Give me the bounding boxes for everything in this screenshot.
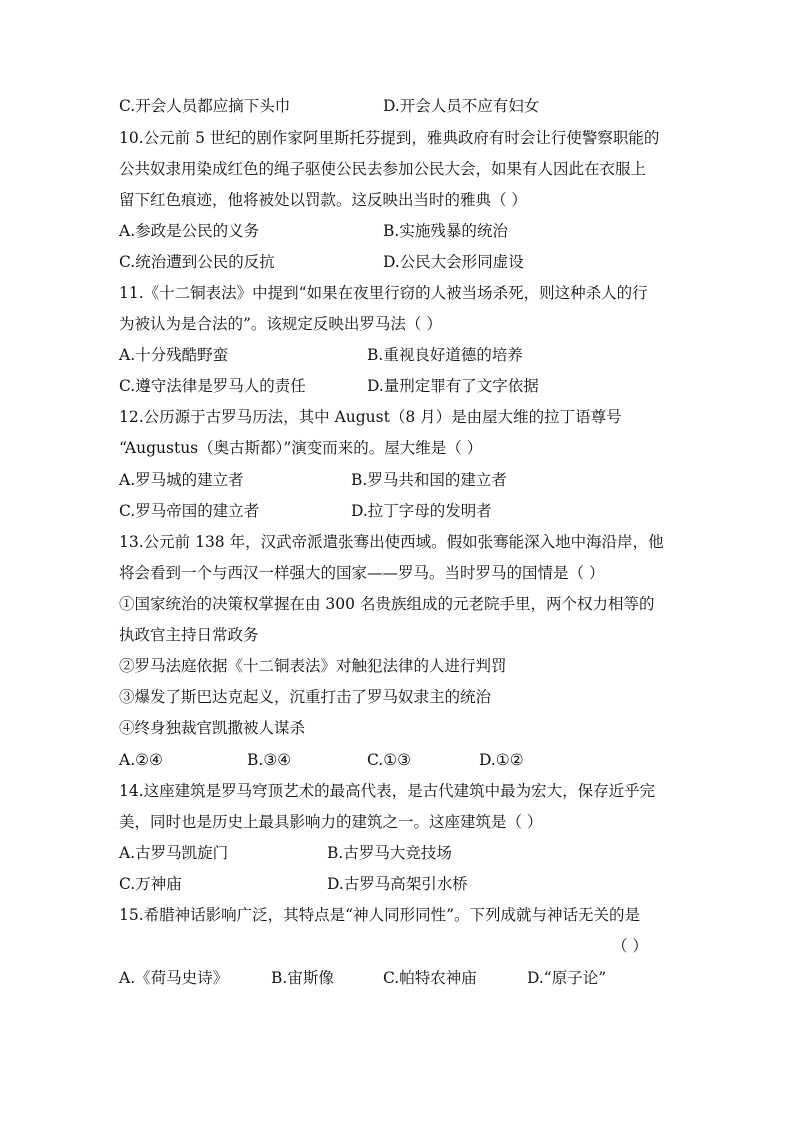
q12-option-a: A.罗马城的建立者 <box>119 471 244 489</box>
q9-option-d: D.开会人员不应有妇女 <box>383 97 540 115</box>
q11-stem-line-1: 11.《十二铜表法》中提到“如果在夜里行窃的人被当场杀死，则这种杀人的行 <box>119 284 648 302</box>
q13-option-a: A.②④ <box>119 751 163 769</box>
q10-option-b: B.实施残暴的统治 <box>383 222 508 240</box>
q10-stem-line-1: 10.公元前 5 世纪的剧作家阿里斯托芬提到，雅典政府有时会让行使警察职能的 <box>119 129 660 147</box>
q12-option-b: B.罗马共和国的建立者 <box>351 471 507 489</box>
q11-option-d: D.量刑定罪有了文字依据 <box>367 377 539 395</box>
q14-option-c: C.万神庙 <box>119 875 182 893</box>
q14-option-a: A.古罗马凯旋门 <box>119 844 229 862</box>
q10-option-c: C.统治遭到公民的反抗 <box>119 253 275 271</box>
q13-statement-2: ②罗马法庭依据《十二铜表法》对触犯法律的人进行判罚 <box>119 657 507 675</box>
q14-option-d: D.古罗马高架引水桥 <box>327 875 468 893</box>
q15-option-a: A.《荷马史诗》 <box>119 969 229 987</box>
q13-statement-1-line-1: ①国家统治的决策权掌握在由 300 名贵族组成的元老院手里，两个权力相等的 <box>119 595 655 613</box>
q13-statement-4: ④终身独裁官凯撒被人谋杀 <box>119 719 306 737</box>
q15-option-b: B.宙斯像 <box>271 969 334 987</box>
q13-option-d: D.①② <box>479 751 524 769</box>
q12-stem-line-2: “Augustus（奥古斯都）”演变而来的。屋大维是（ ） <box>119 439 483 457</box>
q14-stem-line-2: 美，同时也是历史上最具影响力的建筑之一。这座建筑是（ ） <box>119 813 543 831</box>
q11-option-b: B.重视良好道德的培养 <box>367 346 523 364</box>
q15-option-d: D.“原子论” <box>527 969 607 987</box>
q12-option-c: C.罗马帝国的建立者 <box>119 502 260 520</box>
q12-stem-line-1: 12.公历源于古罗马历法，其中 August（8 月）是由屋大维的拉丁语尊号 <box>119 408 622 426</box>
q10-option-d: D.公民大会形同虚设 <box>383 253 524 271</box>
q15-stem-line-1: 15.希腊神话影响广泛，其特点是“神人同形同性”。下列成就与神话无关的是 <box>119 906 641 924</box>
q14-stem-line-1: 14.这座建筑是罗马穹顶艺术的最高代表，是古代建筑中最为宏大，保存近乎完 <box>119 782 656 800</box>
q15-option-c: C.帕特农神庙 <box>383 969 477 987</box>
q11-option-a: A.十分残酷野蛮 <box>119 346 229 364</box>
q13-stem-line-1: 13.公元前 138 年，汉武帝派遣张骞出使西域。假如张骞能深入地中海沿岸，他 <box>119 533 664 551</box>
q11-option-c: C.遵守法律是罗马人的责任 <box>119 377 306 395</box>
q13-statement-3: ③爆发了斯巴达克起义，沉重打击了罗马奴隶主的统治 <box>119 688 492 706</box>
q13-stem-line-2: 将会看到一个与西汉一样强大的国家——罗马。当时罗马的国情是（ ） <box>119 564 605 582</box>
q13-statement-1-line-2: 执政官主持日常政务 <box>119 626 259 644</box>
q14-option-b: B.古罗马大竞技场 <box>327 844 452 862</box>
q10-stem-line-3: 留下红色痕迹，他将被处以罚款。这反映出当时的雅典（ ） <box>119 191 527 209</box>
q9-option-c: C.开会人员都应摘下头巾 <box>119 97 291 115</box>
q10-option-a: A.参政是公民的义务 <box>119 222 260 240</box>
q12-option-d: D.拉丁字母的发明者 <box>351 502 492 520</box>
q11-stem-line-2: 为被认为是合法的”。该规定反映出罗马法（ ） <box>119 315 442 333</box>
q15-answer-bracket: （ ） <box>612 937 648 955</box>
q13-option-b: B.③④ <box>247 751 292 769</box>
q10-stem-line-2: 公共奴隶用染成红色的绳子驱使公民去参加公民大会，如果有人因此在衣服上 <box>119 160 647 178</box>
q13-option-c: C.①③ <box>367 751 412 769</box>
